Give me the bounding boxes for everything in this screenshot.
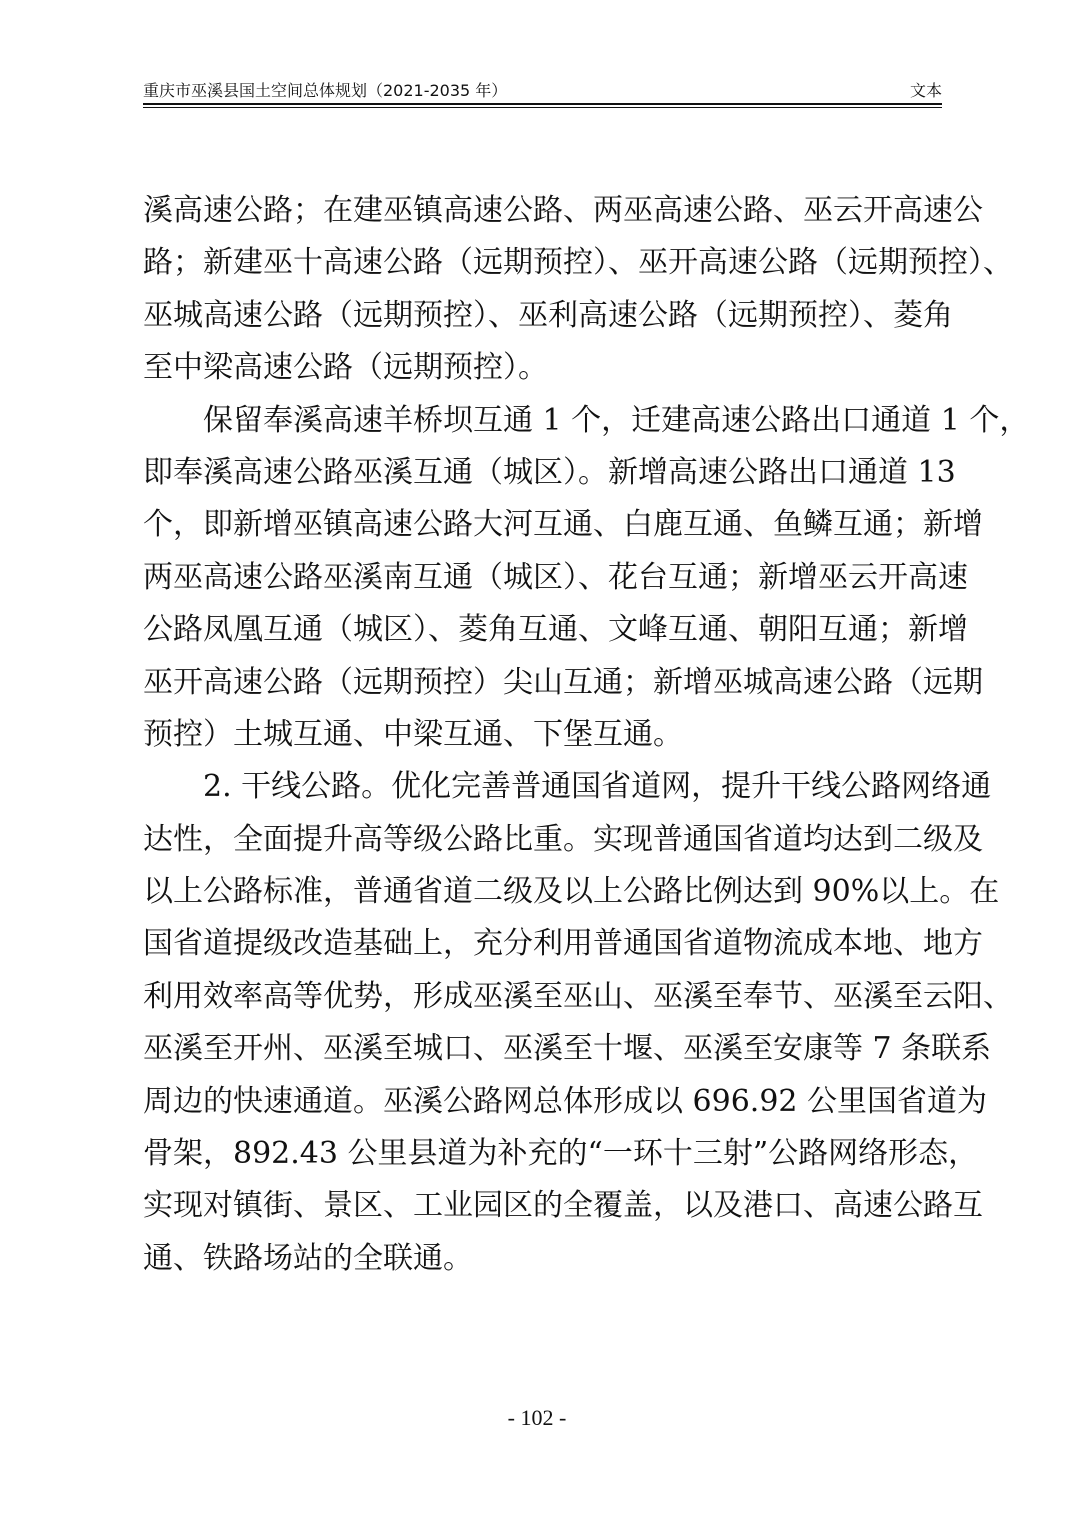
text-line: 个，即新增巫镇高速公路大河互通、白鹿互通、鱼鳞互通；新增 — [143, 507, 983, 543]
text-line: 保留奉溪高速羊桥坝互通 1 个，迁建高速公路出口通道 1 个， — [143, 402, 1030, 438]
text-line: 实现对镇街、景区、工业园区的全覆盖，以及港口、高速公路互 — [143, 1188, 983, 1224]
paragraph — [143, 185, 1013, 395]
section-label: 文本 — [909, 81, 942, 100]
document-title: 重庆市巫溪县国土空间总体规划（2021-2035 年） — [143, 81, 508, 100]
text-line: 至中梁高速公路（远期预控）。 — [143, 350, 548, 386]
text-line: 公路凤凰互通（城区）、菱角互通、文峰互通、朝阳互通；新增 — [143, 612, 968, 648]
text-line: 利用效率高等优势，形成巫溪至巫山、巫溪至奉节、巫溪至云阳、 — [143, 978, 1013, 1014]
body-text — [143, 185, 1030, 1285]
text-line: 通、铁路场站的全联通。 — [143, 1240, 473, 1276]
text-line: 巫城高速公路（远期预控）、巫利高速公路（远期预控）、菱角 — [143, 297, 953, 333]
text-line: 以上公路标准，普通省道二级及以上公路比例达到 90%以上。在 — [143, 874, 1000, 910]
text-line: 巫溪至开州、巫溪至城口、巫溪至十堰、巫溪至安康等 7 条联系 — [143, 1031, 992, 1067]
text-line: 巫开高速公路（远期预控）尖山互通；新增巫城高速公路（远期 — [143, 664, 983, 700]
page-number: - 102 - — [507, 1405, 567, 1430]
header-rule-thin — [143, 107, 942, 108]
text-line: 预控）土城互通、中梁互通、下堡互通。 — [143, 716, 683, 752]
text-line: 2. 干线公路。优化完善普通国省道网，提升干线公路网络通 — [143, 769, 992, 805]
header-rule-thick — [143, 103, 942, 105]
text-line: 达性，全面提升高等级公路比重。实现普通国省道均达到二级及 — [143, 821, 983, 857]
text-line: 国省道提级改造基础上，充分利用普通国省道物流成本地、地方 — [143, 926, 983, 962]
text-line: 溪高速公路；在建巫镇高速公路、两巫高速公路、巫云开高速公 — [143, 193, 983, 228]
text-line: 骨架，892.43 公里县道为补充的“一环十三射”公路网络形态， — [143, 1136, 979, 1172]
text-line: 即奉溪高速公路巫溪互通（城区）。新增高速公路出口通道 13 — [143, 454, 956, 490]
text-line: 路；新建巫十高速公路（远期预控）、巫开高速公路（远期预控）、 — [143, 245, 1013, 281]
text-line: 周边的快速通道。巫溪公路网总体形成以 696.92 公里国省道为 — [143, 1083, 988, 1119]
text-line: 两巫高速公路巫溪南互通（城区）、花台互通；新增巫云开高速 — [143, 559, 968, 595]
paragraph — [143, 395, 1030, 762]
running-header — [143, 76, 942, 102]
paragraph — [143, 761, 1013, 1285]
